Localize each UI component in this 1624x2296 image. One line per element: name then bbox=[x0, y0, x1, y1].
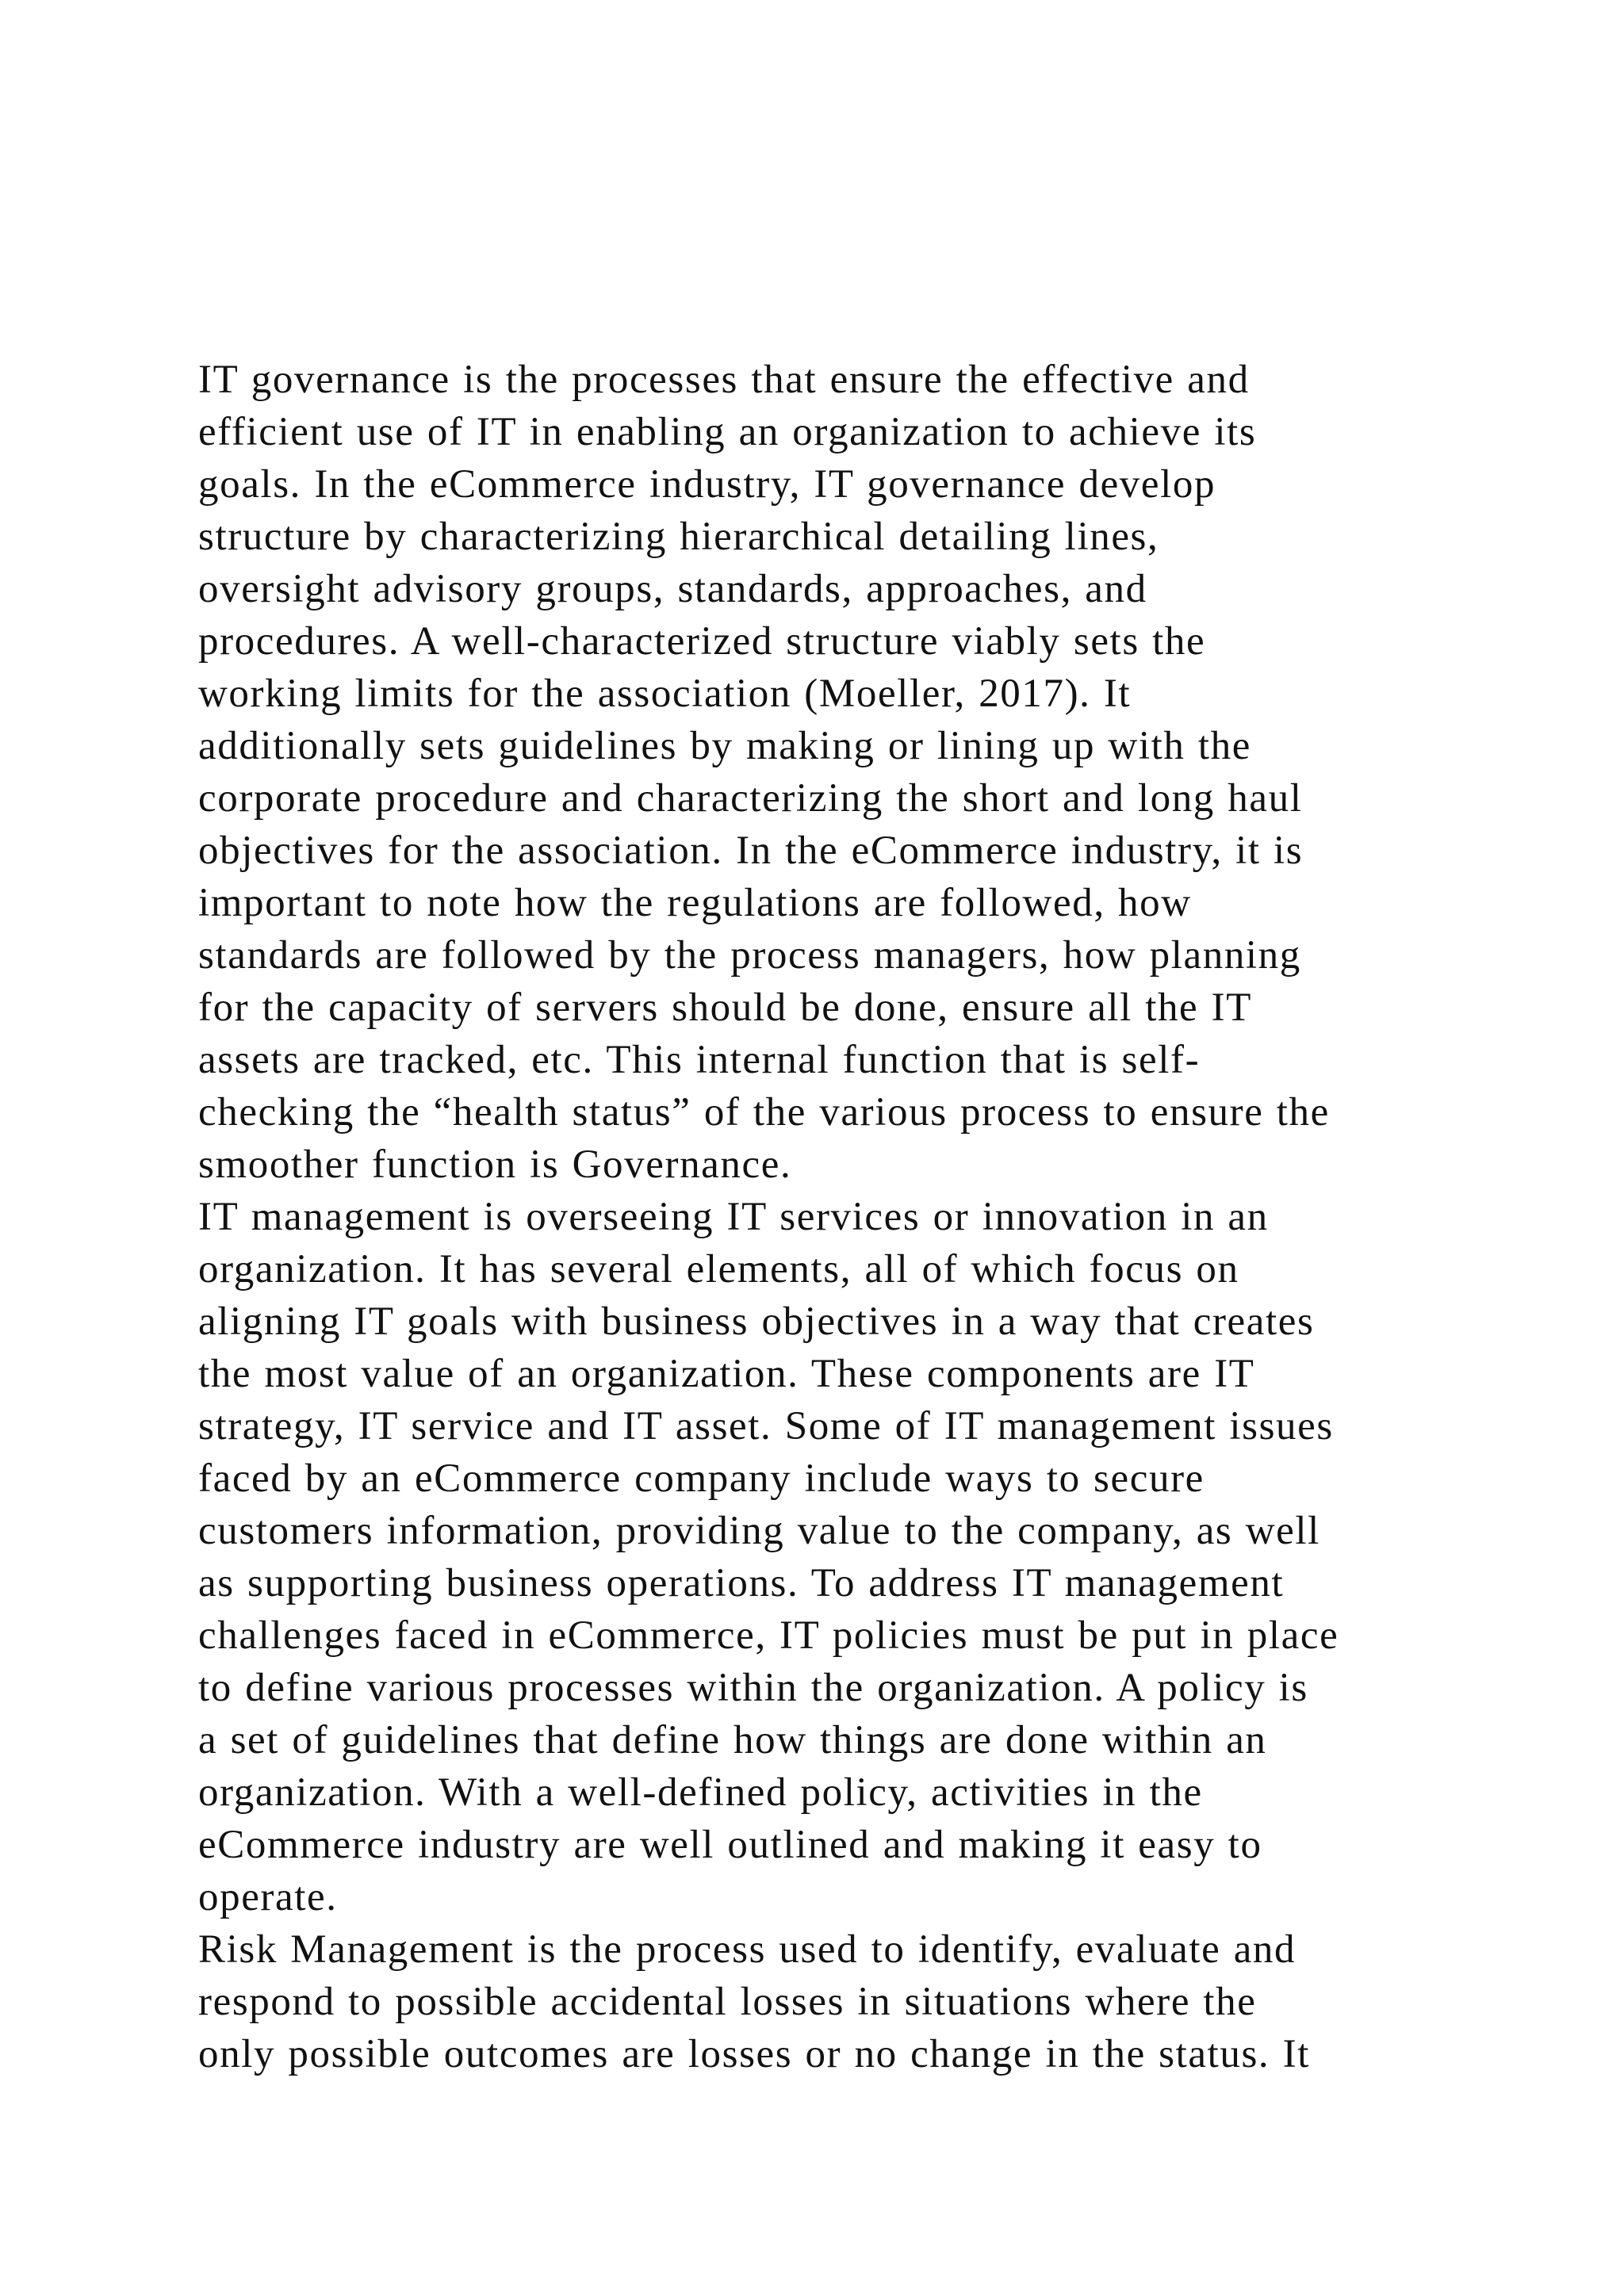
text-line: as supporting business operations. To address IT management bbox=[198, 1561, 1285, 1605]
text-line: organization. With a well-defined policy, activities in the bbox=[198, 1770, 1203, 1815]
text-line: working limits for the association (Moeller, 2017). It bbox=[198, 672, 1132, 716]
text-line: procedures. A well-characterized structure viably sets the bbox=[198, 619, 1206, 664]
text-line: standards are followed by the process managers, how planning bbox=[198, 933, 1301, 978]
text-line: IT governance is the processes that ensure the effective and bbox=[198, 358, 1250, 402]
text-line: for the capacity of servers should be done, ensure all the IT bbox=[198, 985, 1252, 1030]
text-line: oversight advisory groups, standards, approaches, and bbox=[198, 567, 1147, 611]
text-line: objectives for the association. In the eCommerce industry, it is bbox=[198, 828, 1304, 873]
text-line: operate. bbox=[198, 1875, 338, 1919]
text-line: structure by characterizing hierarchical detailing lines, bbox=[198, 515, 1159, 559]
text-line: faced by an eCommerce company include ways to secure bbox=[198, 1456, 1205, 1501]
text-line: eCommerce industry are well outlined and making it easy to bbox=[198, 1823, 1262, 1867]
text-line: customers information, providing value to the company, as well bbox=[198, 1509, 1320, 1553]
text-line: strategy, IT service and IT asset. Some of IT management issues bbox=[198, 1404, 1334, 1448]
text-line: respond to possible accidental losses in situations where the bbox=[198, 1980, 1257, 2024]
text-line: checking the “health status” of the various process to ensure the bbox=[198, 1090, 1330, 1135]
text-line: additionally sets guidelines by making or lining up with the bbox=[198, 724, 1251, 768]
text-line: only possible outcomes are losses or no change in the status. It bbox=[198, 2032, 1310, 2076]
text-line: the most value of an organization. These components are IT bbox=[198, 1352, 1255, 1396]
text-line: IT management is overseeing IT services or innovation in an bbox=[198, 1195, 1269, 1239]
text-line: to define various processes within the organization. A policy is bbox=[198, 1666, 1308, 1710]
text-line: challenges faced in eCommerce, IT policies must be put in place bbox=[198, 1613, 1339, 1658]
text-line: goals. In the eCommerce industry, IT governance develop bbox=[198, 462, 1216, 507]
text-line: aligning IT goals with business objectives in a way that creates bbox=[198, 1299, 1315, 1344]
text-line: corporate procedure and characterizing the short and long haul bbox=[198, 776, 1303, 821]
text-line: important to note how the regulations are followed, how bbox=[198, 881, 1192, 925]
text-line: smoother function is Governance. bbox=[198, 1142, 792, 1187]
text-line: a set of guidelines that define how things are done within an bbox=[198, 1718, 1267, 1762]
text-line: organization. It has several elements, all of which focus on bbox=[198, 1247, 1239, 1292]
text-line: assets are tracked, etc. This internal function that is self- bbox=[198, 1038, 1201, 1082]
text-line: efficient use of IT in enabling an organization to achieve its bbox=[198, 410, 1257, 454]
text-line: Risk Management is the process used to identify, evaluate and bbox=[198, 1927, 1297, 1972]
document-body bbox=[198, 354, 1499, 2080]
